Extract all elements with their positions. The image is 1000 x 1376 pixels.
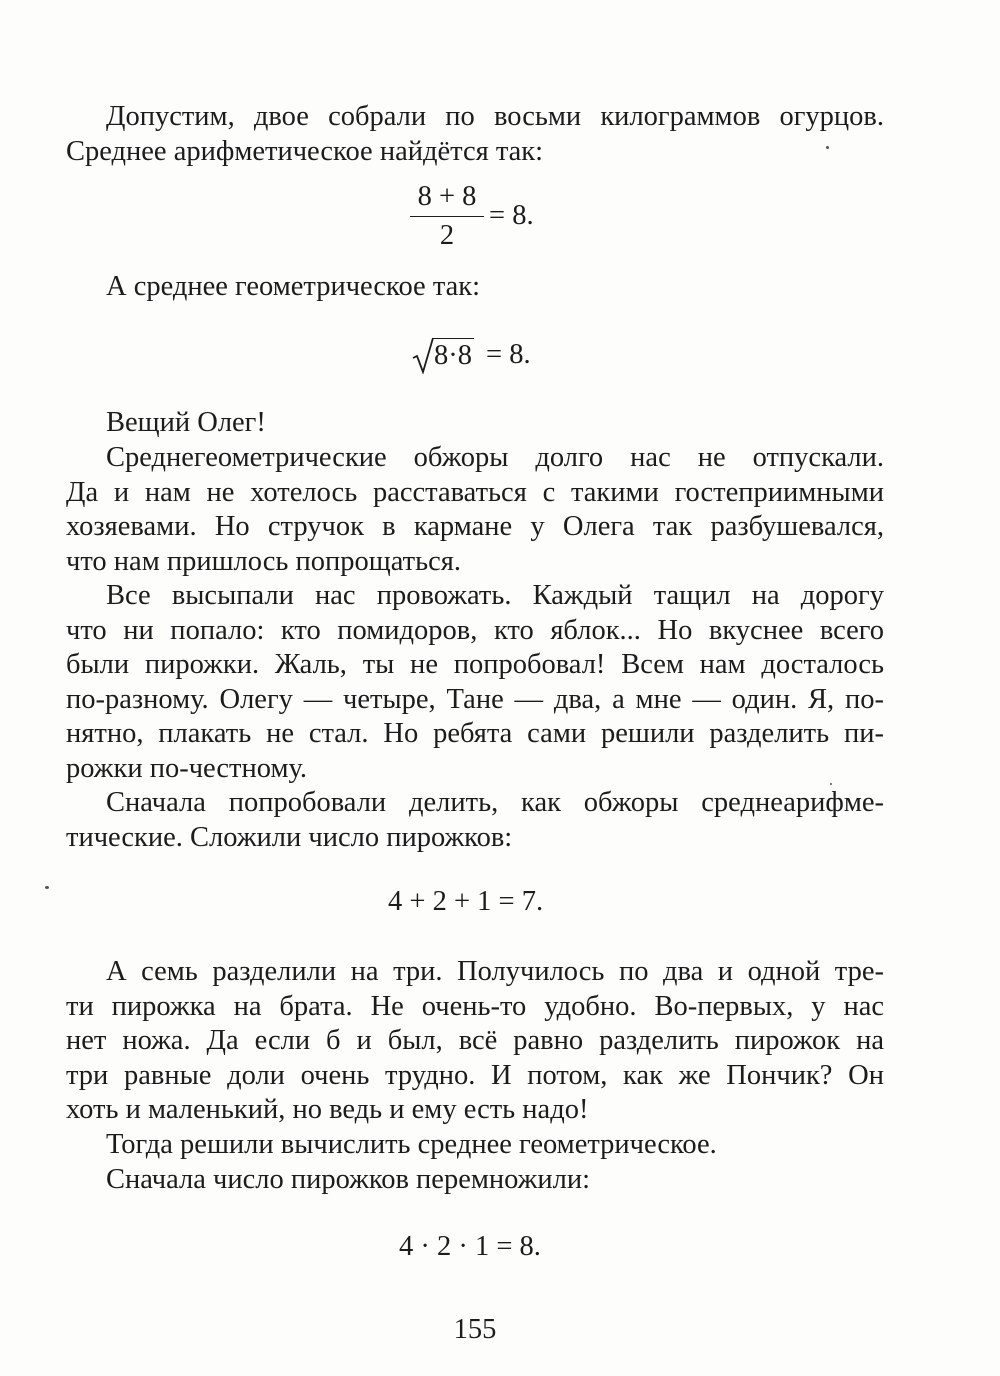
text-line: по-разному. Олегу — четыре, Тане — два, а мне — один. Я, по-: [66, 683, 884, 715]
paragraph-intro: [66, 100, 884, 169]
fraction-bar: [410, 216, 484, 217]
text-line: рожки по-честному.: [66, 752, 308, 784]
text-line: Да и нам не хотелось расставаться с такими гостеприимными: [66, 476, 884, 508]
text-line: ти пирожка на брата. Не очень-то удобно. Во-первых, у нас: [66, 990, 884, 1022]
text-line: Среднее арифметическое найдётся так:: [66, 135, 544, 167]
square-root-icon: [412, 334, 434, 374]
page-number: 155: [453, 1314, 497, 1345]
text-line: Сначала попробовали делить, как обжоры среднеарифме-: [106, 787, 884, 818]
paragraph-pies: [66, 579, 884, 787]
text-line: нет ножа. Да если б и был, всё равно разделить пирожок на: [66, 1025, 884, 1057]
formula-sum: 4 + 2 + 1 = 7.: [388, 886, 544, 917]
paragraph-geometric-decision: [66, 1128, 884, 1163]
text-line: Вещий Олег!: [106, 407, 266, 438]
text-line: были пирожки. Жаль, ты не попробовал! Всем нам досталось: [66, 649, 884, 681]
text-line: что нам пришлось попрощаться.: [66, 545, 461, 577]
text-line: Допустим, двое собрали по восьми килограммов огурцов.: [106, 101, 884, 132]
text-line: А семь разделили на три. Получилось по два и одной тре-: [106, 956, 884, 987]
text-line: Тогда решили вычислить среднее геометрическое.: [106, 1129, 717, 1160]
text-line: тические. Сложили число пирожков:: [66, 821, 513, 853]
scan-speck: [830, 783, 832, 785]
text-line: Все высыпали нас провожать. Каждый тащил на дорогу: [106, 580, 884, 611]
text-line: хоть и маленький, но ведь и ему есть надо!: [66, 1094, 589, 1126]
paragraph-geometric-intro: [66, 270, 884, 305]
text-line: Сначала число пирожков перемножили:: [106, 1164, 591, 1195]
scan-speck: [45, 886, 49, 889]
paragraph-multiply: [66, 1163, 884, 1198]
radicand: 8·8: [434, 340, 472, 371]
formula-arithmetic-result: = 8.: [489, 200, 534, 231]
fraction-numerator: 8 + 8: [417, 181, 477, 212]
paragraph-division: [66, 955, 884, 1128]
text-line: Среднегеометрические обжоры долго нас не отпускали.: [106, 442, 884, 473]
formula-geometric-result: = 8.: [486, 339, 531, 370]
paragraph-address: [66, 406, 884, 441]
formula-arithmetic-mean: [410, 180, 484, 253]
text-line: хозяевами. Но стручок в кармане у Олега так разбушевался,: [66, 511, 884, 543]
formula-product: 4 · 2 · 1 = 8.: [399, 1231, 541, 1262]
scan-speck: [826, 146, 829, 149]
paragraph-arithmetic-split: [66, 786, 884, 855]
text-line: что ни попало: кто помидоров, кто яблок... Но вкуснее всего: [66, 614, 884, 646]
text-line: нятно, плакать не стал. Но ребята сами решили разделить пи-: [66, 718, 884, 750]
text-line: три равные доли очень трудно. И потом, как же Пончик? Он: [66, 1059, 884, 1091]
text-line: А среднее геометрическое так:: [106, 271, 481, 302]
fraction-denominator: 2: [439, 220, 455, 251]
paragraph-farewell: [66, 441, 884, 579]
